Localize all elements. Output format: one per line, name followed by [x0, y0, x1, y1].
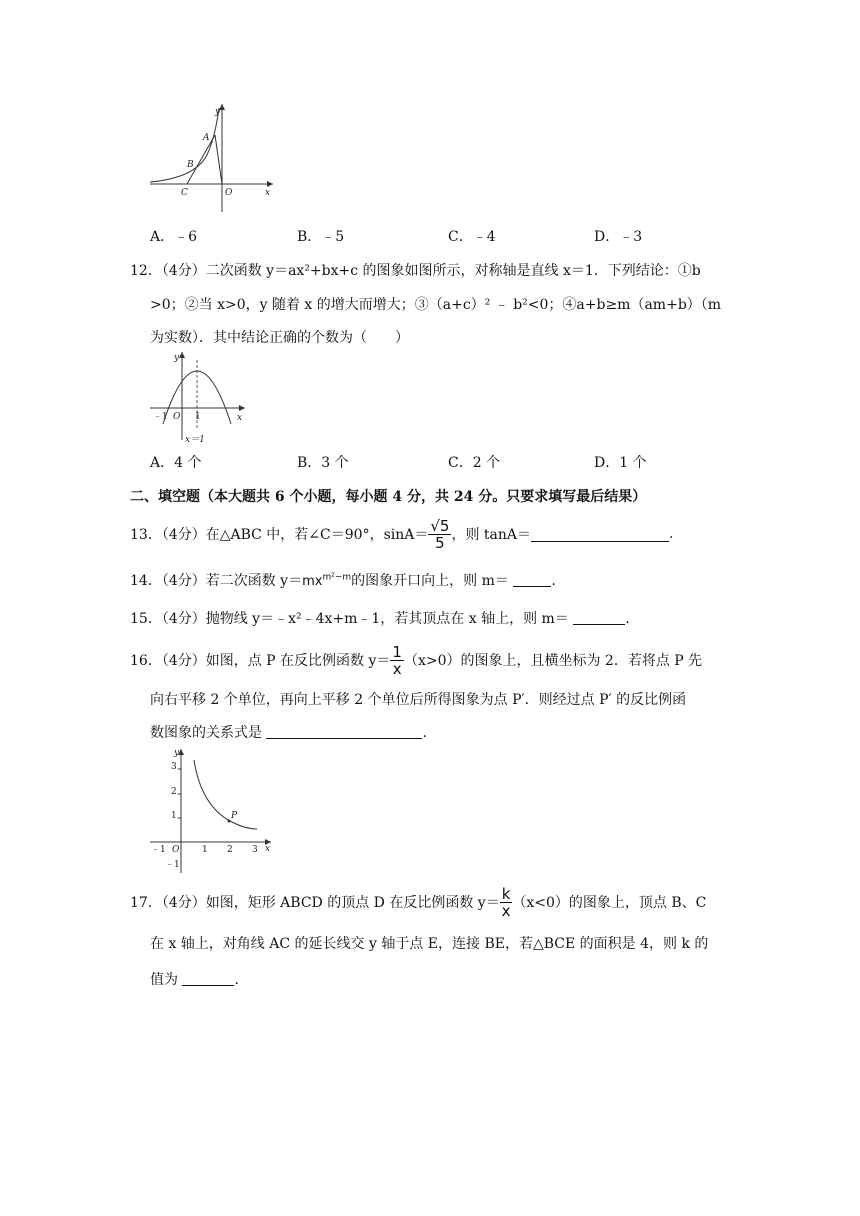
- q16-line-2: 向右平移 2 个单位，再向上平移 2 个单位后所得图象为点 P′．则经过点 P′ 的反比例函: [150, 692, 687, 708]
- q14: 14．（4分）若二次函数 $y=mx^{m^2-m}$的图象开口向上，则 m＝ .: [130, 572, 556, 589]
- curve: [150, 108, 219, 182]
- q12-figure: [145, 348, 250, 446]
- q12-line-1: 12．（4分）二次函数 y＝ax²+bx+c 的图象如图所示，对称轴是直线 x＝1．下列结论：①b: [130, 263, 701, 279]
- q13-period: .: [669, 526, 674, 542]
- q16-line-1: [130, 640, 702, 680]
- y-label: y: [215, 107, 221, 117]
- x-label: x: [237, 413, 243, 423]
- q12-option-b: B．3 个: [297, 455, 349, 471]
- q14-suffix: 的图象开口向上，则 m＝: [351, 573, 509, 589]
- svg-text:﹣1: ﹣1: [165, 860, 180, 870]
- q14-prefix: 14．（4分）若二次函数 y＝: [130, 573, 303, 589]
- q16-answer-blank[interactable]: [266, 724, 422, 739]
- q17-answer-blank[interactable]: [182, 971, 234, 986]
- q16-figure: [145, 745, 275, 875]
- q17-line-1: [130, 882, 706, 922]
- hyperbola: [194, 760, 257, 829]
- q17-line-3: 值为 .: [150, 972, 239, 988]
- q11-figure: [145, 100, 275, 215]
- q17-line-2: 在 x 轴上，对角线 AC 的延长线交 y 轴于点 E，连接 BE，若△BCE 的面积是 4，则 k 的: [150, 936, 709, 952]
- q13-numerator: √5: [430, 516, 450, 535]
- x-label: x: [265, 188, 271, 198]
- q13-suffix: ，则 tanA＝: [451, 527, 532, 543]
- q13-denominator: 5: [435, 533, 445, 552]
- q11-option-d: D．﹣3: [594, 229, 643, 245]
- q12-line-2: >0；②当 x>0，y 随着 x 的增大而增大；③（a+c）² ﹣ b²<0；④a+b≥m（am+b）（m: [150, 297, 722, 313]
- svg-text:y: y: [174, 748, 180, 758]
- svg-text:3: 3: [171, 762, 177, 772]
- point-b: B: [187, 160, 194, 170]
- svg-text:2: 2: [227, 845, 233, 855]
- point-c: C: [181, 188, 188, 198]
- q12-option-c: C．2 个: [448, 455, 501, 471]
- y-label: y: [174, 353, 180, 363]
- q14-expression: $mx^{m^2-m}$: [302, 572, 352, 589]
- q11-option-c: C．﹣4: [448, 229, 496, 245]
- tick-neg-one: ﹣1: [153, 412, 168, 422]
- symmetry-label: x＝1: [185, 435, 205, 445]
- q13-fraction: [428, 518, 451, 551]
- q16-prefix: 16．（4分）如图，点 P 在反比例函数 y＝: [130, 653, 391, 669]
- q11-option-b: B．﹣5: [297, 229, 345, 245]
- svg-text:P: P: [231, 811, 238, 821]
- svg-text:x: x: [265, 844, 271, 854]
- q13-answer-blank[interactable]: [531, 527, 669, 542]
- svg-text:2: 2: [171, 787, 177, 797]
- q16-suffix: （x>0）的图象上，且横坐标为 2．若将点 P 先: [403, 653, 703, 669]
- svg-text:O: O: [172, 845, 180, 855]
- q15-answer-blank[interactable]: [573, 610, 625, 625]
- q13: [130, 512, 673, 556]
- svg-text:1: 1: [171, 811, 177, 821]
- q15: 15．（4分）抛物线 y＝﹣x²﹣4x+m﹣1，若其顶点在 x 轴上，则 m＝ .: [130, 611, 630, 627]
- section-header: 二、填空题（本大题共 6 个小题，每小题 4 分，共 24 分。只要求填写最后结果）: [130, 489, 647, 505]
- q17-fraction: $\frac{k}{x}$: [501, 884, 511, 920]
- svg-text:﹣1: ﹣1: [151, 845, 166, 855]
- q12-option-d: D．1 个: [594, 455, 647, 471]
- tick-one: 1: [195, 412, 201, 422]
- q12-line-3: 为实数）．其中结论正确的个数为（ ）: [150, 330, 409, 346]
- q14-answer-blank[interactable]: [513, 572, 551, 587]
- svg-text:1: 1: [202, 845, 208, 855]
- q16-line-3: 数图象的关系式是 .: [150, 725, 427, 741]
- q17-suffix: （x<0）的图象上，顶点 B、C: [512, 895, 707, 911]
- point-a: A: [203, 133, 210, 143]
- svg-text:3: 3: [252, 845, 258, 855]
- q17-prefix: 17．（4分）如图，矩形 ABCD 的顶点 D 在反比例函数 y＝: [130, 895, 500, 911]
- q12-option-a: A．4 个: [150, 455, 202, 471]
- q13-prefix: 13．（4分）在△ABC 中，若∠C＝90°，sinA＝: [130, 527, 429, 543]
- q15-text: 15．（4分）抛物线 y＝﹣x²﹣4x+m﹣1，若其顶点在 x 轴上，则 m＝: [130, 611, 569, 627]
- q16-fraction: $\frac{1}{x}$: [392, 642, 402, 678]
- q11-option-a: A．﹣6: [150, 229, 198, 245]
- origin-label: O: [173, 412, 181, 422]
- origin-label: O: [225, 188, 233, 198]
